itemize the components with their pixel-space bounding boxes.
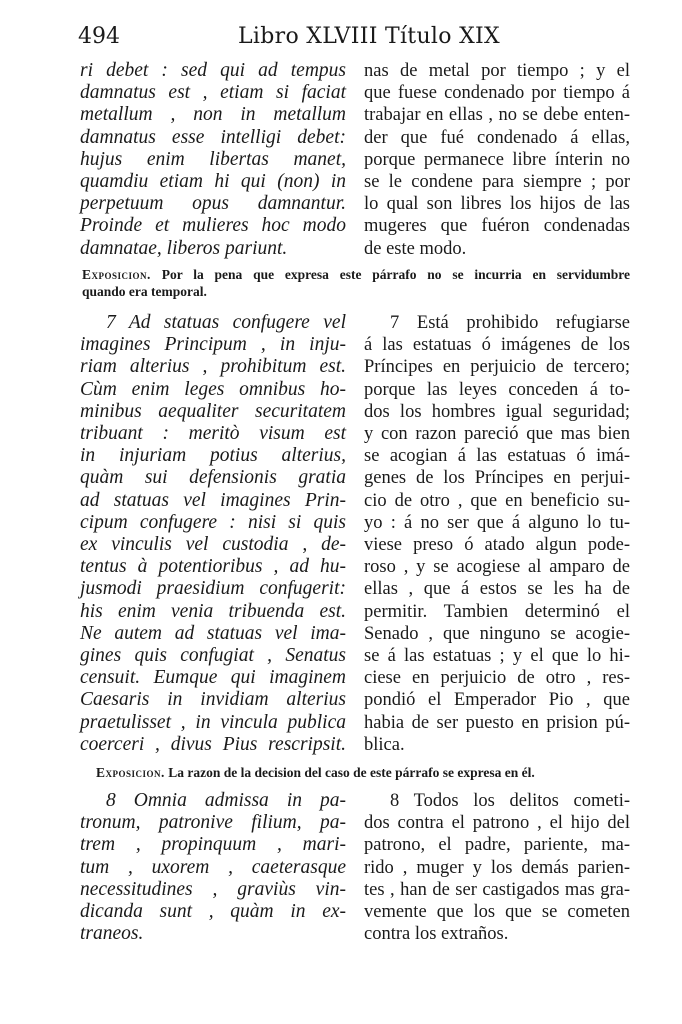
exposicion-note-2 [96, 764, 616, 781]
latin-column-block1 [80, 60, 346, 260]
spanish-line: der que fué condenado á ellas, [364, 127, 630, 148]
latin-line: damnatus esse intelligi debet: [80, 126, 346, 148]
spanish-line: se á las estatuas ; y el que lo hi- [364, 646, 630, 667]
latin-line: Proinde et mulieres hoc modo [80, 215, 346, 237]
spanish-line: genes de los Príncipes en perjui- [364, 468, 630, 489]
spanish-line: ellas , que á estos se les ha de [364, 579, 630, 600]
latin-column-block2 [80, 312, 346, 756]
latin-line: hujus enim libertas manet, [80, 148, 346, 170]
spanish-line: nas de metal por tiempo ; y el [364, 61, 630, 81]
latin-line: traneos. [80, 923, 144, 945]
spanish-paragraph-start: 8 Todos los delitos cometi- [390, 791, 630, 811]
latin-line: trem , propinquum , mari- [80, 834, 346, 856]
spanish-line: dos los hombres igual seguridad; [364, 401, 630, 422]
latin-line: imagines Principum , in inju- [80, 334, 346, 356]
latin-line: tribuant : meritò visum est [80, 423, 346, 445]
spanish-column-block1 [364, 60, 630, 260]
latin-line: quamdiu etiam hi qui (non) in [80, 171, 346, 193]
spanish-line: se le condene para siempre ; por [364, 172, 630, 193]
latin-line: ri debet : sed qui ad tempus [80, 60, 346, 81]
spanish-line: lo qual son libres los hijos de las [364, 194, 630, 215]
latin-line: tronum, patronive filium, pa- [80, 812, 346, 834]
latin-line: minibus aequaliter securitatem [80, 400, 346, 422]
spanish-line: yo : á no ser que á alguno lo tu- [364, 512, 630, 533]
spanish-line: dos contra el patrono , el hijo del [364, 813, 630, 834]
latin-line: Cùm enim leges omnibus ho- [80, 378, 346, 400]
exposicion-note-1 [82, 266, 630, 300]
latin-line: necessitudines , graviùs vin- [80, 878, 346, 900]
exposicion-label: Exposicion. [96, 765, 165, 780]
spanish-line: y con razon pareció que mas bien [364, 424, 630, 445]
latin-column-block3 [80, 790, 346, 945]
exposicion-text: Por la pena que expresa este párrafo no se incurria en servidumbre [161, 267, 630, 282]
spanish-line: se acogian á las estatuas ó imá- [364, 446, 630, 467]
latin-line: Ne autem ad statuas vel ima- [80, 622, 346, 644]
spanish-line: permitir. Tambien determinó el [364, 601, 630, 622]
latin-line: gines quis confugiat , Senatus [80, 645, 346, 667]
spanish-column-block2 [364, 312, 630, 756]
latin-paragraph-start: 8 Omnia admissa in pa- [106, 790, 346, 811]
latin-line: in injuriam potius alterius, [80, 445, 346, 467]
spanish-line: rido , muger y los demás parien- [364, 857, 630, 878]
latin-line: censuit. Eumque qui imaginem [80, 667, 346, 689]
latin-line: riam alterius , prohibitum est. [80, 356, 346, 378]
spanish-line: porque las leyes conceden á to- [364, 379, 630, 400]
spanish-line: viese preso ó atado algun pode- [364, 535, 630, 556]
latin-line: dicanda sunt , quàm in ex- [80, 901, 346, 923]
exposicion-text: quando era temporal. [82, 284, 207, 299]
spanish-column-block3 [364, 790, 630, 945]
latin-line: perpetuum opus damnantur. [80, 193, 346, 215]
spanish-line: ciese en perjuicio de otro , res- [364, 668, 630, 689]
running-title: Libro XLVIII Título XIX [238, 24, 501, 49]
exposicion-text: La razon de la decision del caso de este párrafo se expresa en él. [168, 765, 535, 780]
page-number: 494 [78, 24, 120, 49]
spanish-line: blica. [364, 734, 405, 755]
latin-line: jusmodi praesidium confugerit: [80, 578, 346, 600]
latin-line: praetulisset , in vincula publica [80, 711, 346, 733]
latin-line: tum , uxorem , caeterasque [80, 856, 346, 878]
latin-line: damnatae, liberos pariunt. [80, 237, 288, 259]
latin-line: damnatus est , etiam si faciat [80, 82, 346, 104]
page-header [78, 22, 618, 56]
spanish-line: cio de otro , que en beneficio su- [364, 490, 630, 511]
spanish-line: patrono, el padre, pariente, ma- [364, 835, 630, 856]
latin-line: ex vinculis vel custodia , de- [80, 534, 346, 556]
spanish-line: porque permanece libre ínterin no [364, 149, 630, 170]
latin-line: cipum confugere : nisi si quis [80, 511, 346, 533]
spanish-line: trabajar en ellas , no se debe enten- [364, 105, 630, 126]
latin-line: metallum , non in metallum [80, 104, 346, 126]
spanish-line: á las estatuas ó imágenes de los [364, 335, 630, 356]
spanish-line: que fuese condenado por tiempo á [364, 83, 630, 104]
spanish-line: de este modo. [364, 238, 467, 259]
latin-paragraph-start: 7 Ad statuas confugere vel [106, 312, 346, 333]
spanish-line: pondió el Emperador Pio , que [364, 690, 630, 711]
latin-line: tentus à potentioribus , ad hu- [80, 556, 346, 578]
latin-line: Caesaris in invidiam alterius [80, 689, 346, 711]
latin-line: coerceri , divus Pius rescripsit. [80, 733, 346, 755]
exposicion-label: Exposicion. [82, 267, 151, 282]
spanish-line: tes , han de ser castigados mas gra- [364, 879, 630, 900]
latin-line: quàm sui defensionis gratia [80, 467, 346, 489]
spanish-line: mugeres que fuéron condenadas [364, 216, 630, 237]
spanish-line: Príncipes en perjuicio de tercero; [364, 357, 630, 378]
latin-line: his enim venia tribuenda est. [80, 600, 346, 622]
spanish-line: roso , y se acogiese al amparo de [364, 557, 630, 578]
spanish-line: vemente que los que se cometen [364, 902, 630, 923]
spanish-line: habia de ser puesto en prision pú- [364, 712, 630, 733]
spanish-line: Senado , que ninguno se acogie- [364, 623, 630, 644]
latin-line: ad statuas vel imagines Prin- [80, 489, 346, 511]
spanish-paragraph-start: 7 Está prohibido refugiarse [390, 313, 630, 333]
spanish-line: contra los extraños. [364, 924, 509, 945]
